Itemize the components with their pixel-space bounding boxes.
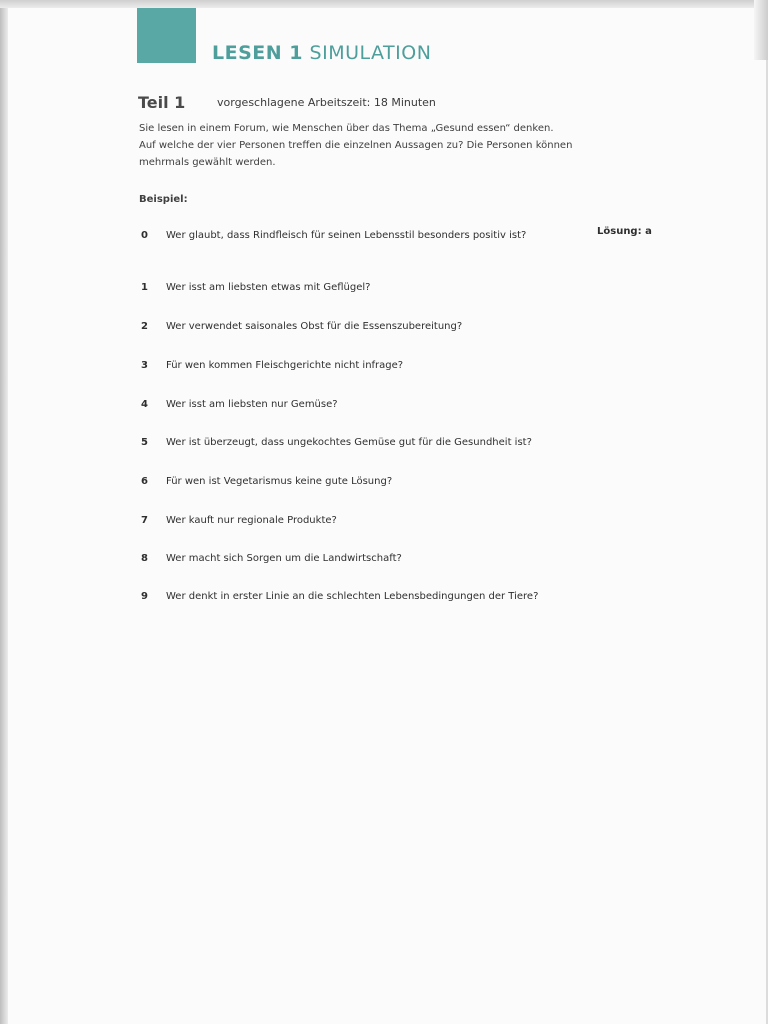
- question-number: 5: [141, 437, 148, 448]
- document-page: [6, 8, 766, 1024]
- question-number: 4: [141, 399, 148, 410]
- question-text: Wer ist überzeugt, dass ungekochtes Gemüse gut für die Gesundheit ist?: [166, 437, 532, 448]
- question-text: Wer verwendet saisonales Obst für die Essenszubereitung?: [166, 321, 463, 332]
- question-number: 6: [141, 476, 148, 487]
- question-text: Wer kauft nur regionale Produkte?: [166, 515, 337, 526]
- example-solution: Lösung: a: [597, 226, 652, 237]
- header-title-bold: LESEN 1: [212, 42, 303, 64]
- header-accent-block: [137, 8, 196, 63]
- question-text: Wer isst am liebsten nur Gemüse?: [166, 399, 338, 410]
- question-number: 2: [141, 321, 148, 332]
- example-number: 0: [141, 230, 148, 241]
- question-text: Für wen ist Vegetarismus keine gute Lösung?: [166, 476, 393, 487]
- header-title-rest: SIMULATION: [309, 42, 432, 64]
- question-number: 7: [141, 515, 148, 526]
- question-number: 8: [141, 553, 148, 564]
- instruction-line-1: Sie lesen in einem Forum, wie Menschen über das Thema „Gesund essen“ denken.: [139, 123, 554, 134]
- suggested-time: vorgeschlagene Arbeitszeit: 18 Minuten: [217, 96, 436, 109]
- instruction-line-3: mehrmals gewählt werden.: [139, 157, 276, 168]
- question-text: Für wen kommen Fleischgerichte nicht infrage?: [166, 360, 404, 371]
- question-number: 1: [141, 282, 148, 293]
- example-text: Wer glaubt, dass Rindfleisch für seinen Lebensstil besonders positiv ist?: [166, 230, 527, 241]
- question-number: 9: [141, 591, 148, 602]
- question-text: Wer macht sich Sorgen um die Landwirtschaft?: [166, 553, 402, 564]
- example-label: Beispiel:: [139, 194, 188, 205]
- scan-left-edge: [0, 8, 8, 1024]
- question-number: 3: [141, 360, 148, 371]
- page-header-title: [212, 42, 431, 64]
- question-text: Wer denkt in erster Linie an die schlechten Lebensbedingungen der Tiere?: [166, 591, 539, 602]
- instruction-line-2: Auf welche der vier Personen treffen die einzelnen Aussagen zu? Die Personen können: [139, 140, 573, 151]
- scan-right-fold: [754, 0, 768, 60]
- question-text: Wer isst am liebsten etwas mit Geflügel?: [166, 282, 371, 293]
- section-title: Teil 1: [138, 93, 186, 112]
